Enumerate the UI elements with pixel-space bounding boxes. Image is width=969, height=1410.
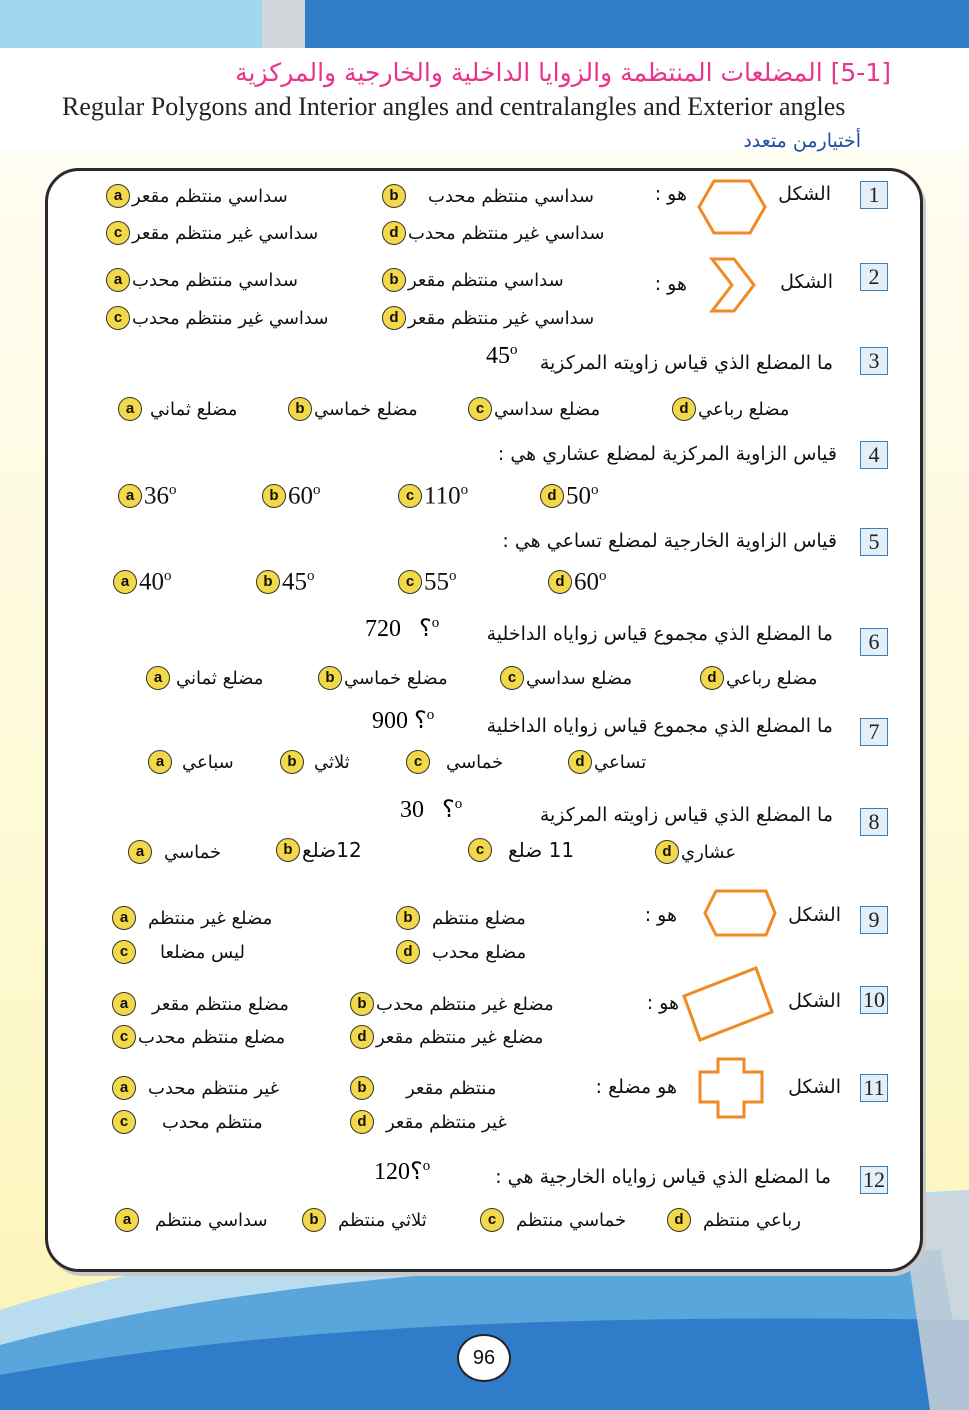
- irregular-hexagon-icon: [702, 888, 778, 938]
- option-c[interactable]: [480, 1208, 626, 1232]
- option-a-badge: a: [112, 992, 136, 1016]
- option-d-badge: d: [382, 221, 406, 245]
- option-a-text: سداسي منتظم محدب: [132, 269, 298, 291]
- option-b-text: مضلع منتظم: [432, 907, 526, 929]
- option-c-badge: c: [398, 570, 422, 594]
- option-c-text: ليس مضلعا: [160, 941, 245, 963]
- header-band-blue: [305, 0, 969, 48]
- option-b-text: ثلاثي منتظم: [338, 1209, 427, 1231]
- option-d-badge: d: [540, 484, 564, 508]
- option-b[interactable]: [302, 1208, 427, 1232]
- option-d[interactable]: [700, 666, 817, 690]
- option-a-text: غير منتظم محدب: [148, 1077, 280, 1099]
- option-b-text: مضلع غير منتظم محدب: [376, 993, 554, 1015]
- option-c-badge: c: [112, 1110, 136, 1134]
- option-d[interactable]: [672, 397, 789, 421]
- option-c-badge: c: [106, 221, 130, 245]
- option-a-badge: a: [115, 1208, 139, 1232]
- option-d[interactable]: [655, 840, 736, 864]
- option-d-text: 50$^o$: [566, 482, 599, 510]
- option-b-text: مضلع خماسي: [344, 667, 448, 689]
- option-c-text: خماسي منتظم: [516, 1209, 627, 1231]
- option-a[interactable]: [148, 750, 234, 774]
- option-a[interactable]: [106, 268, 298, 292]
- shape-label: الشكل: [780, 271, 833, 293]
- option-a[interactable]: [118, 397, 237, 421]
- option-d-text: رباعي منتظم: [703, 1209, 801, 1231]
- option-d[interactable]: [350, 1025, 543, 1049]
- question-prompt: هو :: [654, 273, 687, 295]
- option-d[interactable]: [548, 568, 607, 596]
- question-prompt: هو :: [646, 992, 679, 1014]
- option-d-badge: d: [700, 666, 724, 690]
- lesson-title-arabic: [5-1] المضلعات المنتظمة والزوايا الداخلية والخارجية والمركزية: [235, 58, 891, 87]
- option-a-text: مضلع ثماني: [150, 398, 238, 420]
- option-a[interactable]: [115, 1208, 268, 1232]
- option-a-text: 40$^o$: [139, 568, 172, 596]
- option-a-text: خماسي: [164, 841, 222, 863]
- question-number: 8: [860, 808, 888, 836]
- option-d-text: مضلع رباعي: [698, 398, 790, 420]
- option-a[interactable]: [106, 184, 288, 208]
- option-c[interactable]: [112, 940, 245, 964]
- question-prompt: قياس الزاوية المركزية لمضلع عشاري هي :: [497, 443, 837, 465]
- option-c[interactable]: [468, 397, 600, 421]
- option-d-badge: d: [382, 306, 406, 330]
- option-d-text: مضلع محدب: [432, 941, 527, 963]
- shape-label: الشكل: [788, 990, 841, 1012]
- option-a-badge: a: [112, 906, 136, 930]
- option-b-badge: b: [318, 666, 342, 690]
- option-b-text: 12ضلع: [302, 838, 362, 862]
- option-d[interactable]: [350, 1110, 507, 1134]
- question-prompt: ما المضلع الذي قياس زاويته المركزية: [539, 804, 833, 826]
- option-d-text: عشاري: [681, 841, 737, 863]
- option-a-text: مضلع منتظم مقعر: [152, 993, 289, 1015]
- option-b-badge: b: [396, 906, 420, 930]
- option-c-badge: c: [468, 838, 492, 862]
- question-number: 4: [860, 441, 888, 469]
- option-b-text: سداسي منتظم مقعر: [408, 269, 564, 291]
- shape-label: الشكل: [788, 904, 841, 926]
- option-c[interactable]: [106, 221, 318, 245]
- option-b-text: 45$^o$: [282, 568, 315, 596]
- option-a-badge: a: [118, 484, 142, 508]
- option-b[interactable]: [262, 482, 321, 510]
- option-a[interactable]: [128, 840, 221, 864]
- option-c-text: منتظم محدب: [162, 1111, 263, 1133]
- option-c-badge: c: [406, 750, 430, 774]
- option-c-badge: c: [480, 1208, 504, 1232]
- option-b-badge: b: [276, 838, 300, 862]
- tilted-rectangle-icon: [680, 964, 776, 1044]
- question-prompt: هو :: [654, 183, 687, 205]
- question-number: 11: [860, 1074, 888, 1102]
- option-d-text: سداسي غير منتظم مقعر: [408, 307, 595, 329]
- option-b-badge: b: [262, 484, 286, 508]
- question-prompt: ما المضلع الذي مجموع قياس زواياه الداخلية: [486, 623, 833, 645]
- question-prompt: هو :: [644, 904, 677, 926]
- section-subtitle: أختيارمن متعدد: [743, 130, 861, 152]
- option-b-text: منتظم مقعر: [406, 1077, 497, 1099]
- question-number: 1: [860, 181, 888, 209]
- option-a-text: مضلع ثماني: [176, 667, 264, 689]
- option-a-text: 36$^o$: [144, 482, 177, 510]
- question-prompt: ما المضلع الذي قياس زواياه الخارجية هي :: [495, 1166, 831, 1188]
- question-value: 45$^o$: [486, 342, 518, 369]
- option-a[interactable]: [146, 666, 263, 690]
- option-a-badge: a: [106, 268, 130, 292]
- option-d[interactable]: [382, 221, 604, 245]
- option-c-text: 55$^o$: [424, 568, 457, 596]
- lesson-title-english: Regular Polygons and Interior angles and centralangles and Exterior angles: [62, 92, 846, 121]
- option-d[interactable]: [396, 940, 526, 964]
- option-a-text: مضلع غير منتظم: [148, 907, 273, 929]
- question-number: 12: [860, 1166, 888, 1194]
- option-c-badge: c: [468, 397, 492, 421]
- question-prompt: هو مضلع :: [595, 1076, 677, 1098]
- option-d-text: 60$^o$: [574, 568, 607, 596]
- question-prompt: ما المضلع الذي مجموع قياس زواياه الداخلية: [486, 715, 833, 737]
- option-b[interactable]: [318, 666, 448, 690]
- option-c-text: سداسي غير منتظم محدب: [132, 307, 329, 329]
- option-c-badge: c: [500, 666, 524, 690]
- option-b-badge: b: [382, 184, 406, 208]
- option-d-text: غير منتظم مقعر: [386, 1111, 507, 1133]
- option-b[interactable]: [288, 397, 418, 421]
- option-c[interactable]: [112, 1025, 285, 1049]
- option-c-badge: c: [112, 1025, 136, 1049]
- option-d-badge: d: [655, 840, 679, 864]
- option-d-badge: d: [568, 750, 592, 774]
- option-d-text: تساعي: [594, 751, 647, 773]
- option-a-badge: a: [113, 570, 137, 594]
- option-c-text: سداسي غير منتظم مقعر: [132, 222, 319, 244]
- option-b-badge: b: [256, 570, 280, 594]
- question-number: 2: [860, 263, 888, 291]
- option-b-badge: b: [280, 750, 304, 774]
- question-value: ؟120 $^o$: [374, 1158, 431, 1185]
- option-a-badge: a: [148, 750, 172, 774]
- shape-label: الشكل: [778, 183, 831, 205]
- option-c-badge: c: [112, 940, 136, 964]
- question-number: 10: [860, 986, 888, 1014]
- option-b-badge: b: [382, 268, 406, 292]
- option-d-badge: d: [350, 1110, 374, 1134]
- option-b[interactable]: [382, 184, 594, 208]
- option-b[interactable]: [396, 906, 526, 930]
- page-number: 96: [457, 1334, 511, 1382]
- option-c[interactable]: [106, 306, 328, 330]
- option-b-badge: b: [350, 1076, 374, 1100]
- option-c-text: 11 ضلع: [508, 838, 575, 862]
- option-a-badge: a: [112, 1076, 136, 1100]
- option-d-text: مضلع رباعي: [726, 667, 818, 689]
- option-b-text: مضلع خماسي: [314, 398, 418, 420]
- option-d-text: مضلع غير منتظم مقعر: [376, 1026, 544, 1048]
- option-d-badge: d: [672, 397, 696, 421]
- option-b[interactable]: [276, 838, 362, 862]
- option-a-text: سداسي منتظم: [155, 1209, 268, 1231]
- question-number: 5: [860, 528, 888, 556]
- option-c-text: مضلع منتظم محدب: [138, 1026, 286, 1048]
- option-c-badge: c: [398, 484, 422, 508]
- option-a-text: سباعي: [182, 751, 234, 773]
- cross-polygon-icon: [696, 1056, 766, 1120]
- option-a[interactable]: [113, 568, 172, 596]
- option-a[interactable]: [112, 992, 289, 1016]
- hexagon-icon: [696, 178, 768, 236]
- option-b-text: سداسي منتظم محدب: [428, 185, 594, 207]
- option-d-badge: d: [667, 1208, 691, 1232]
- option-a[interactable]: [112, 906, 272, 930]
- option-c-text: 110$^o$: [424, 482, 469, 510]
- option-b-badge: b: [302, 1208, 326, 1232]
- option-c-text: مضلع سداسي: [494, 398, 601, 420]
- question-value: ؟ 720 $^o$: [365, 615, 440, 642]
- question-value: ؟ 900 $^o$: [372, 707, 435, 734]
- option-b[interactable]: [350, 992, 554, 1016]
- option-a[interactable]: [112, 1076, 279, 1100]
- option-a-text: سداسي منتظم مقعر: [132, 185, 288, 207]
- option-b[interactable]: [256, 568, 315, 596]
- option-b-badge: b: [350, 992, 374, 1016]
- question-number: 6: [860, 628, 888, 656]
- option-d-badge: d: [350, 1025, 374, 1049]
- concave-chevron-hexagon-icon: [708, 256, 758, 314]
- option-b-text: ثلاثي: [314, 751, 350, 773]
- question-number: 7: [860, 718, 888, 746]
- option-b[interactable]: [280, 750, 350, 774]
- option-b[interactable]: [350, 1076, 496, 1100]
- option-c-badge: c: [106, 306, 130, 330]
- option-a-badge: a: [118, 397, 142, 421]
- option-b[interactable]: [382, 268, 564, 292]
- shape-label: الشكل: [788, 1076, 841, 1098]
- option-c[interactable]: [500, 666, 632, 690]
- option-a-badge: a: [106, 184, 130, 208]
- question-number: 9: [860, 906, 888, 934]
- option-d-text: سداسي غير منتظم محدب: [408, 222, 605, 244]
- header-band-grey: [262, 0, 308, 48]
- option-a[interactable]: [118, 482, 177, 510]
- option-c[interactable]: [112, 1110, 263, 1134]
- option-d[interactable]: [540, 482, 599, 510]
- option-c[interactable]: [398, 568, 457, 596]
- question-number: 3: [860, 347, 888, 375]
- option-a-badge: a: [128, 840, 152, 864]
- option-d[interactable]: [382, 306, 594, 330]
- question-prompt: ما المضلع الذي قياس زاويته المركزية: [539, 352, 833, 374]
- option-b-text: 60$^o$: [288, 482, 321, 510]
- option-d[interactable]: [568, 750, 646, 774]
- option-d[interactable]: [667, 1208, 801, 1232]
- option-c-text: خماسي: [446, 751, 504, 773]
- question-value: ؟ 30 $^o$: [400, 796, 463, 823]
- option-c[interactable]: [406, 750, 503, 774]
- option-d-badge: d: [396, 940, 420, 964]
- option-b-badge: b: [288, 397, 312, 421]
- option-c-text: مضلع سداسي: [526, 667, 633, 689]
- option-d-badge: d: [548, 570, 572, 594]
- question-prompt: قياس الزاوية الخارجية لمضلع تساعي هي :: [502, 530, 837, 552]
- option-a-badge: a: [146, 666, 170, 690]
- option-c[interactable]: [468, 838, 574, 862]
- option-c[interactable]: [398, 482, 468, 510]
